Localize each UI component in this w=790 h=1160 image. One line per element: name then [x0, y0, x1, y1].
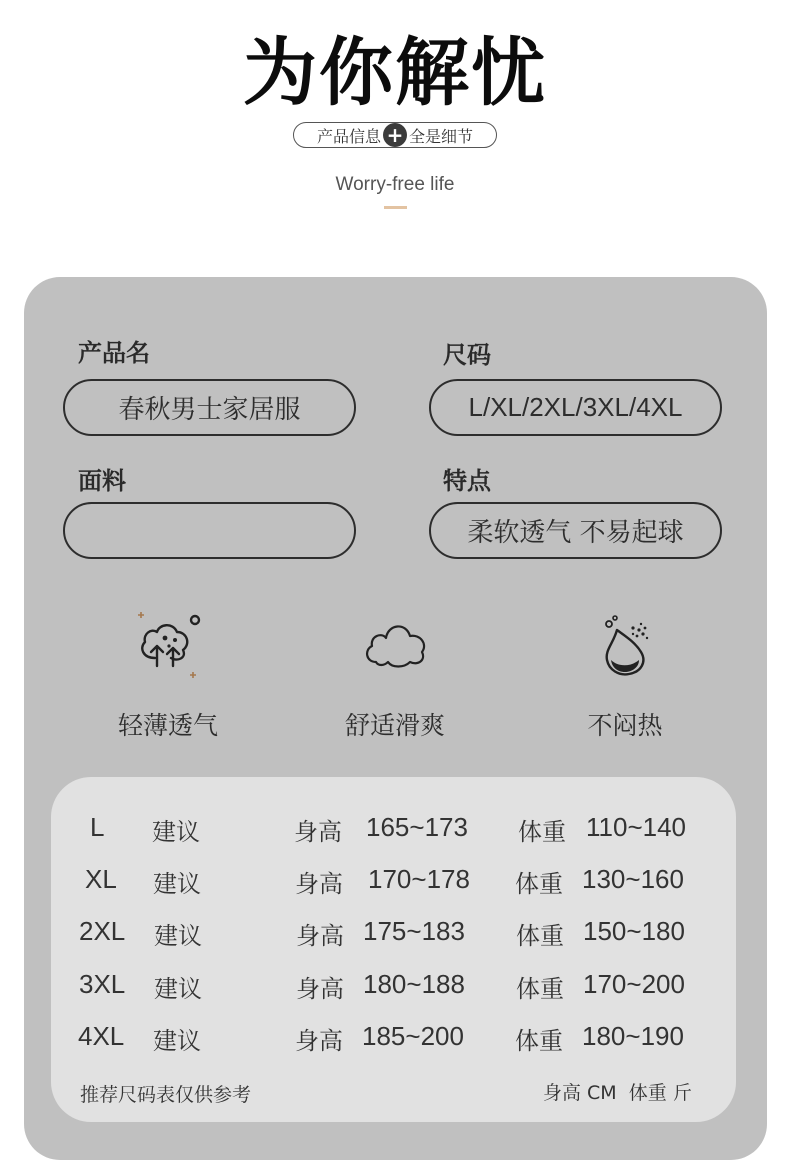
plus-icon: +: [383, 123, 407, 147]
table-row-weight-label: 体重: [515, 1027, 563, 1055]
feature-label-breathable: 轻薄透气: [117, 711, 218, 740]
table-row-height: 180~188: [363, 969, 465, 999]
table-row-height-label: 身高: [294, 818, 342, 846]
size-chart-disclaimer: 推荐尺码表仅供参考: [80, 1084, 252, 1106]
table-row-size: 4XL: [78, 1021, 125, 1051]
feature-value: 柔软透气 不易起球: [467, 518, 684, 548]
water-drop-icon: [595, 610, 665, 680]
tag-right-text: 全是细节: [409, 126, 474, 146]
table-row-height: 165~173: [366, 812, 468, 842]
subtitle: Worry-free life: [335, 174, 455, 195]
table-row-advice: 建议: [152, 818, 200, 846]
table-row-weight-label: 体重: [515, 870, 563, 898]
table-row-height-label: 身高: [296, 922, 344, 950]
table-row-advice: 建议: [153, 870, 201, 898]
table-row-size: 2XL: [79, 916, 126, 946]
table-row-size: XL: [85, 864, 117, 894]
table-row-height: 185~200: [362, 1021, 464, 1051]
fabric-box: [63, 502, 356, 559]
info-tag: [293, 122, 497, 148]
table-row-advice: 建议: [154, 922, 202, 950]
product-name-value: 春秋男士家居服: [118, 395, 301, 425]
breathable-trees-icon: [133, 610, 203, 680]
table-row-size: 3XL: [79, 969, 126, 999]
table-row-weight-label: 体重: [516, 922, 564, 950]
units-note: 身高 CM 体重 斤: [543, 1082, 692, 1104]
size-label: 尺码: [443, 341, 491, 369]
feature-label: 特点: [443, 467, 491, 495]
table-row-height: 170~178: [368, 864, 470, 894]
size-box: [429, 379, 722, 436]
feature-label-comfortable: 舒适滑爽: [344, 711, 445, 740]
feature-label-cool: 不闷热: [587, 711, 663, 740]
table-row-size: L: [90, 812, 105, 842]
cloud-icon: [360, 610, 430, 680]
table-row-weight: 180~190: [582, 1021, 684, 1051]
table-row-weight: 110~140: [586, 812, 687, 842]
accent-divider: [384, 206, 407, 209]
feature-box: [429, 502, 722, 559]
table-row-weight-label: 体重: [516, 975, 564, 1003]
table-row-height-label: 身高: [295, 1027, 343, 1055]
table-row-height-label: 身高: [295, 870, 343, 898]
table-row-height-label: 身高: [296, 975, 344, 1003]
table-row-advice: 建议: [153, 1027, 201, 1055]
product-name-box: [63, 379, 356, 436]
table-row-weight: 150~180: [583, 916, 685, 946]
fabric-label: 面料: [78, 467, 126, 495]
size-value: L/XL/2XL/3XL/4XL: [468, 392, 683, 422]
table-row-height: 175~183: [363, 916, 465, 946]
table-row-advice: 建议: [154, 975, 202, 1003]
table-row-weight-label: 体重: [518, 818, 566, 846]
table-row-weight: 170~200: [583, 969, 685, 999]
table-row-weight: 130~160: [582, 864, 684, 894]
tag-left-text: 产品信息: [316, 126, 381, 146]
page-title: 为你解忧: [243, 30, 547, 116]
product-name-label: 产品名: [78, 339, 150, 367]
